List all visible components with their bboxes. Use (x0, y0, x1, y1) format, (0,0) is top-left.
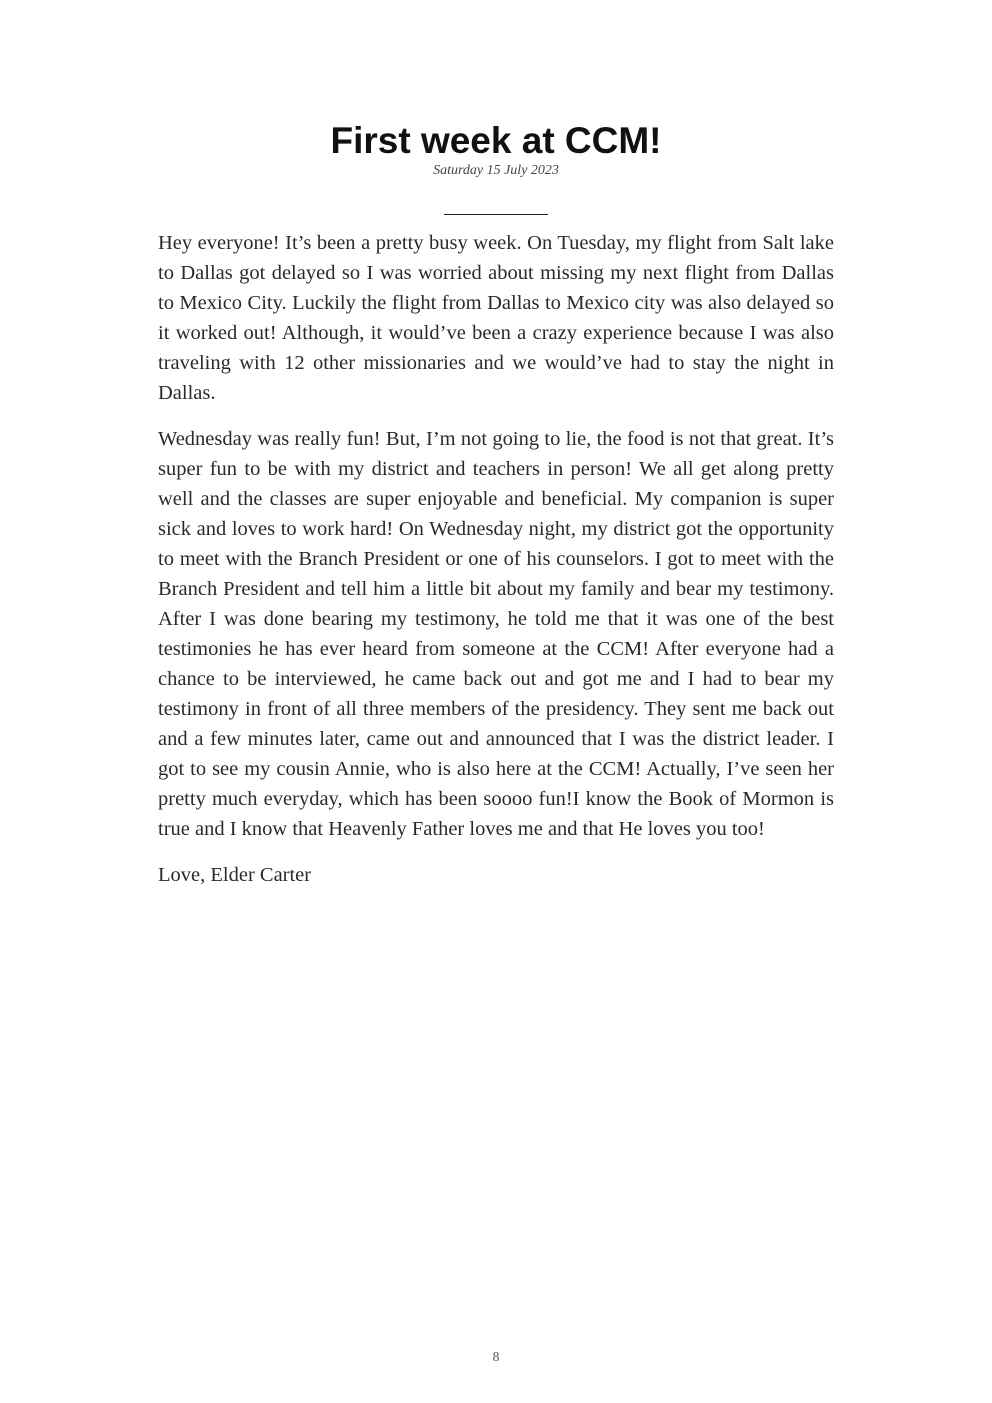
post-body (158, 228, 834, 906)
post-title: First week at CCM! (330, 120, 662, 161)
page-number: 8 (492, 1350, 500, 1365)
title-divider (444, 214, 548, 215)
body-paragraph: Hey everyone! It’s been a pretty busy week. On Tuesday, my flight from Salt lake to Dallas got delayed so I was worried about missing my next flight from Dallas to Mexico City. Luckily the flight from Dallas to Mexico city was also delayed so it worked out! Although, it would’ve been a crazy experience because I was also traveling with 12 other missionaries and we would’ve had to stay the night in Dallas. (158, 232, 834, 404)
post-date: Saturday 15 July 2023 (433, 163, 559, 178)
body-paragraph: Wednesday was really fun! But, I’m not going to lie, the food is not that great. It’s super fun to be with my district and teachers in person! We all get along pretty well and the classes are super enjoyable and beneficial. My companion is super sick and loves to work hard! On Wednesday night, my district got the opportunity to meet with the Branch President or one of his counselors. I got to meet with the Branch President and tell him a little bit about my family and bear my testimony. After I was done bearing my testimony, he told me that it was one of the best testimonies he has ever heard from someone at the CCM! After everyone had a chance to be interviewed, he came back out and got me and I had to bear my testimony in front of all three members of the presidency. They sent me back out and a few minutes later, came out and announced that I was the district leader. I got to see my cousin Annie, who is also here at the CCM! Actually, I’ve seen her pretty much everyday, which has been soooo fun!I know the Book of Mormon is true and I know that Heavenly Father loves me and that He loves you too! (158, 428, 834, 840)
signoff: Love, Elder Carter (158, 864, 312, 886)
